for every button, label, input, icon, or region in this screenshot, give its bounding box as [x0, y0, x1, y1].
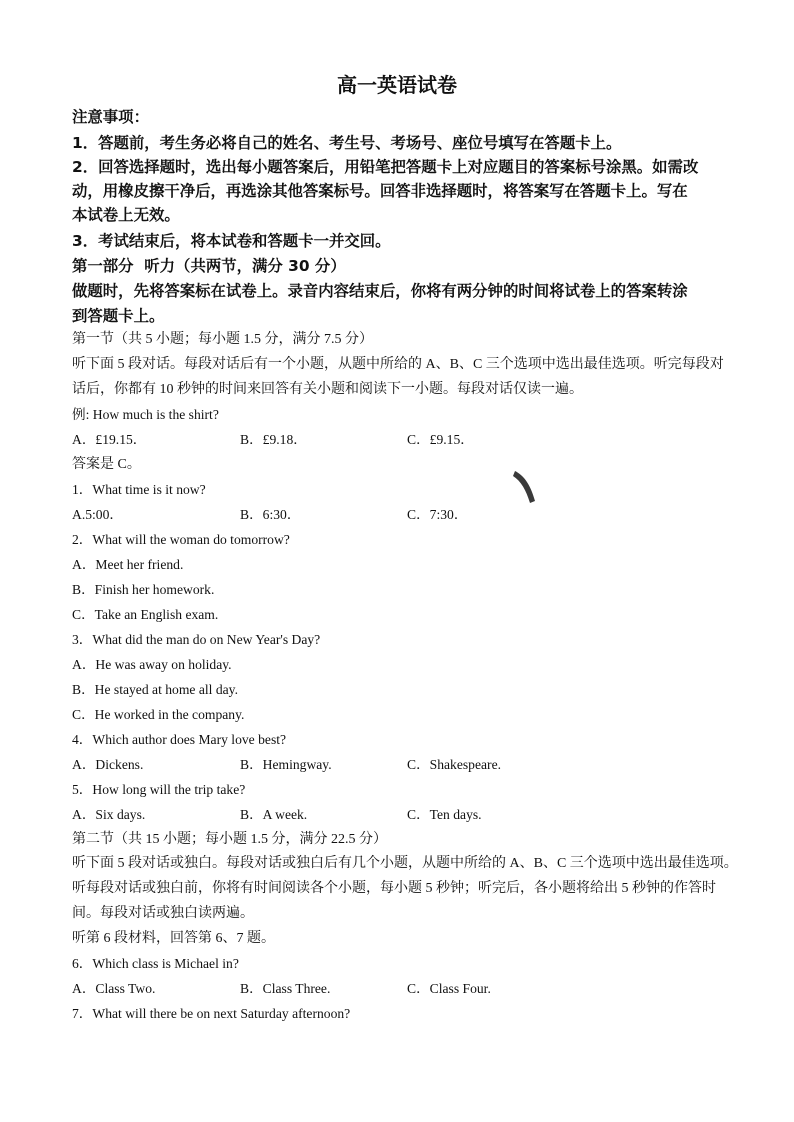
question-2-option-b: B．Finish her homework.	[72, 582, 215, 597]
example-option-a: A．£19.15．	[72, 432, 147, 447]
question-6-option-b: B．Class Three.	[240, 981, 331, 996]
question-2-option-c: C．Take an English exam.	[72, 607, 219, 622]
notice-item-2-line-3: 本试卷上无效。	[72, 206, 180, 224]
question-7-stem: 7．What will there be on next Saturday afternoon?	[72, 1006, 351, 1021]
notice-item-2-line-2: 动，用橡皮擦干净后，再选涂其他答案标号。回答非选择题时，将答案写在答题卡上。写在	[72, 182, 688, 200]
section1-directions-line-1: 听下面 5 段对话。每段对话后有一个小题，从题中所给的 A、B、C 三个选项中选出最佳选项。听完每段对	[72, 357, 724, 372]
question-1-option-c: C．7:30．	[407, 507, 468, 522]
question-4-stem: 4．Which author does Mary love best?	[72, 732, 287, 747]
section2-directions-line-2: 听每段对话或独白前，你将有时间阅读各个小题，每小题 5 秒钟；听完后，各小题将给出 5 秒钟的作答时	[72, 881, 716, 896]
question-3-option-a: A．He was away on holiday.	[72, 657, 232, 672]
section1-directions-line-2: 话后，你都有 10 秒钟的时间来回答有关小题和阅读下一小题。每段对话仅读一遍。	[72, 382, 583, 397]
question-6-option-a: A．Class Two.	[72, 981, 156, 996]
section1-heading: 第一节（共 5 小题；每小题 1.5 分，满分 7.5 分）	[72, 332, 373, 347]
section2-directions-line-1: 听下面 5 段对话或独白。每段对话或独白后有几个小题，从题中所给的 A、B、C 三个选项中选出最佳选项。	[72, 856, 738, 871]
part1-heading: 第一部分 听力（共两节，满分 30 分）	[72, 257, 346, 275]
scan-mark-icon	[510, 468, 542, 506]
example-option-c: C．£9.15．	[407, 432, 474, 447]
part1-directions-line-2: 到答题卡上。	[72, 307, 165, 325]
question-4-option-b: B．Hemingway.	[240, 757, 332, 772]
example-answer: 答案是 C。	[72, 457, 141, 472]
section2-material: 听第 6 段材料，回答第 6、7 题。	[72, 931, 275, 946]
page-title: 高一英语试卷	[337, 73, 457, 97]
question-4-option-c: C．Shakespeare.	[407, 757, 501, 772]
question-6-option-c: C．Class Four.	[407, 981, 491, 996]
question-1-stem: 1．What time is it now?	[72, 482, 206, 497]
question-3-option-c: C．He worked in the company.	[72, 707, 245, 722]
question-2-stem: 2．What will the woman do tomorrow?	[72, 532, 290, 547]
notice-item-1: 1．答题前，考生务必将自己的姓名、考生号、考场号、座位号填写在答题卡上。	[72, 134, 622, 152]
notice-heading: 注意事项：	[72, 108, 149, 126]
question-3-option-b: B．He stayed at home all day.	[72, 682, 238, 697]
question-5-stem: 5．How long will the trip take?	[72, 782, 246, 797]
section2-directions-line-3: 间。每段对话或独白读两遍。	[72, 906, 254, 921]
question-5-option-b: B．A week.	[240, 807, 308, 822]
question-1-option-b: B．6:30．	[240, 507, 301, 522]
notice-item-2-line-1: 2．回答选择题时，选出每小题答案后，用铅笔把答题卡上对应题目的答案标号涂黑。如需改	[72, 158, 699, 176]
question-4-option-a: A．Dickens.	[72, 757, 144, 772]
question-3-stem: 3．What did the man do on New Year's Day?	[72, 632, 321, 647]
example-question: 例: How much is the shirt?	[72, 407, 219, 422]
question-2-option-a: A．Meet her friend.	[72, 557, 184, 572]
section2-heading: 第二节（共 15 小题；每小题 1.5 分，满分 22.5 分）	[72, 832, 387, 847]
notice-item-3: 3．考试结束后，将本试卷和答题卡一并交回。	[72, 232, 391, 250]
part1-directions-line-1: 做题时，先将答案标在试卷上。录音内容结束后，你将有两分钟的时间将试卷上的答案转涂	[72, 282, 688, 300]
question-5-option-c: C．Ten days.	[407, 807, 482, 822]
question-1-option-a: A.5:00．	[72, 507, 123, 522]
question-6-stem: 6．Which class is Michael in?	[72, 956, 239, 971]
example-option-b: B．£9.18．	[240, 432, 307, 447]
question-5-option-a: A．Six days.	[72, 807, 146, 822]
